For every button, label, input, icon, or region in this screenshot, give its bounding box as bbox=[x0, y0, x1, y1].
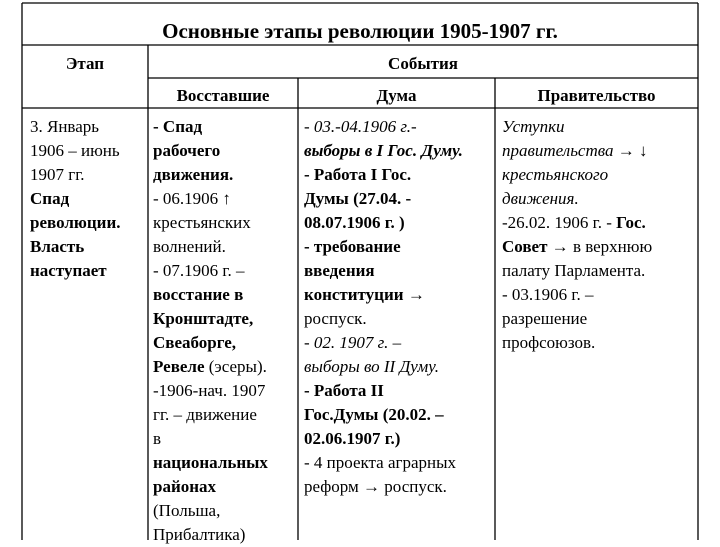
rebels-line: движения. bbox=[153, 165, 234, 184]
rebels-text: Ревеле bbox=[153, 357, 205, 376]
stage-line: 3. Январь bbox=[30, 117, 100, 136]
rebels-line: -1906-нач. 1907 bbox=[153, 381, 266, 400]
rebels-line: гг. – движение bbox=[153, 405, 257, 424]
rebels-line: Кронштадте, bbox=[153, 309, 254, 328]
duma-line: Думы (27.04. - bbox=[304, 189, 412, 208]
duma-line: - Работа II bbox=[304, 381, 384, 400]
header-events: События bbox=[388, 54, 458, 73]
header-government: Правительство bbox=[537, 86, 656, 105]
rebels-cell bbox=[153, 115, 268, 547]
government-line bbox=[502, 235, 652, 259]
rebels-line: восстание в bbox=[153, 285, 244, 304]
duma-line: выборы в I Гос. Думу. bbox=[304, 141, 463, 160]
duma-line: роспуск. bbox=[304, 309, 367, 328]
stage-line: 1906 – июнь bbox=[30, 141, 120, 160]
government-line: профсоюзов. bbox=[502, 333, 596, 352]
rebels-line: (Польша, bbox=[153, 501, 221, 520]
rebels-line: - 06.1906 ↑ bbox=[153, 189, 231, 208]
table-title: Основные этапы революции 1905-1907 гг. bbox=[162, 19, 558, 43]
header-duma: Дума bbox=[376, 86, 417, 105]
duma-line: 02.06.1907 г.) bbox=[304, 429, 401, 448]
government-line: разрешение bbox=[502, 309, 588, 328]
government-line: - 03.1906 г. – bbox=[502, 285, 594, 304]
rebels-line: Свеаборге, bbox=[153, 333, 237, 352]
stage-cell bbox=[30, 115, 121, 283]
rebels-line: в bbox=[153, 429, 162, 448]
rebels-line: районах bbox=[153, 477, 217, 496]
rebels-text: (эсеры). bbox=[208, 357, 267, 376]
stage-line: наступает bbox=[30, 261, 107, 280]
duma-line: - 4 проекта аграрных bbox=[304, 453, 457, 472]
government-line: Уступки bbox=[502, 117, 565, 136]
stage-line: 1907 гг. bbox=[30, 165, 85, 184]
stage-line: Спад bbox=[30, 189, 70, 208]
duma-line: - Работа I Гос. bbox=[304, 165, 412, 184]
duma-line: реформ → роспуск. bbox=[304, 477, 447, 496]
government-line bbox=[502, 211, 652, 235]
header-rebels: Восставшие bbox=[176, 86, 270, 105]
duma-line: конституции → bbox=[304, 285, 425, 304]
government-text: в верхнюю bbox=[572, 237, 653, 256]
header-stage: Этап bbox=[65, 54, 105, 73]
rebels-line: рабочего bbox=[153, 141, 221, 160]
rebels-line: волнений. bbox=[153, 237, 226, 256]
duma-line: - 03.-04.1906 г.- bbox=[304, 117, 417, 136]
rebels-line: - Спад bbox=[153, 117, 203, 136]
stage-line: революции. bbox=[30, 213, 121, 232]
rebels-line: - 07.1906 г. – bbox=[153, 261, 245, 280]
government-text: Гос. bbox=[616, 213, 646, 232]
duma-line: введения bbox=[304, 261, 375, 280]
duma-line: 08.07.1906 г. ) bbox=[304, 213, 405, 232]
government-line: правительства → ↓ bbox=[502, 141, 648, 160]
government-line: палату Парламента. bbox=[502, 261, 646, 280]
duma-cell bbox=[304, 115, 463, 499]
duma-line: - 02. 1907 г. – bbox=[304, 333, 402, 352]
rebels-line: национальных bbox=[153, 453, 268, 472]
government-text: -26.02. 1906 г. - bbox=[502, 213, 612, 232]
government-cell bbox=[502, 115, 652, 355]
government-line: крестьянского bbox=[502, 165, 609, 184]
rebels-line bbox=[153, 355, 268, 379]
duma-line: - требование bbox=[304, 237, 401, 256]
duma-line: выборы во II Думу. bbox=[304, 357, 439, 376]
duma-line: Гос.Думы (20.02. – bbox=[304, 405, 444, 424]
government-text: Совет → bbox=[502, 237, 569, 256]
stage-line: Власть bbox=[30, 237, 85, 256]
government-line: движения. bbox=[502, 189, 579, 208]
rebels-line: крестьянских bbox=[153, 213, 251, 232]
rebels-line: Прибалтика) bbox=[153, 525, 246, 544]
